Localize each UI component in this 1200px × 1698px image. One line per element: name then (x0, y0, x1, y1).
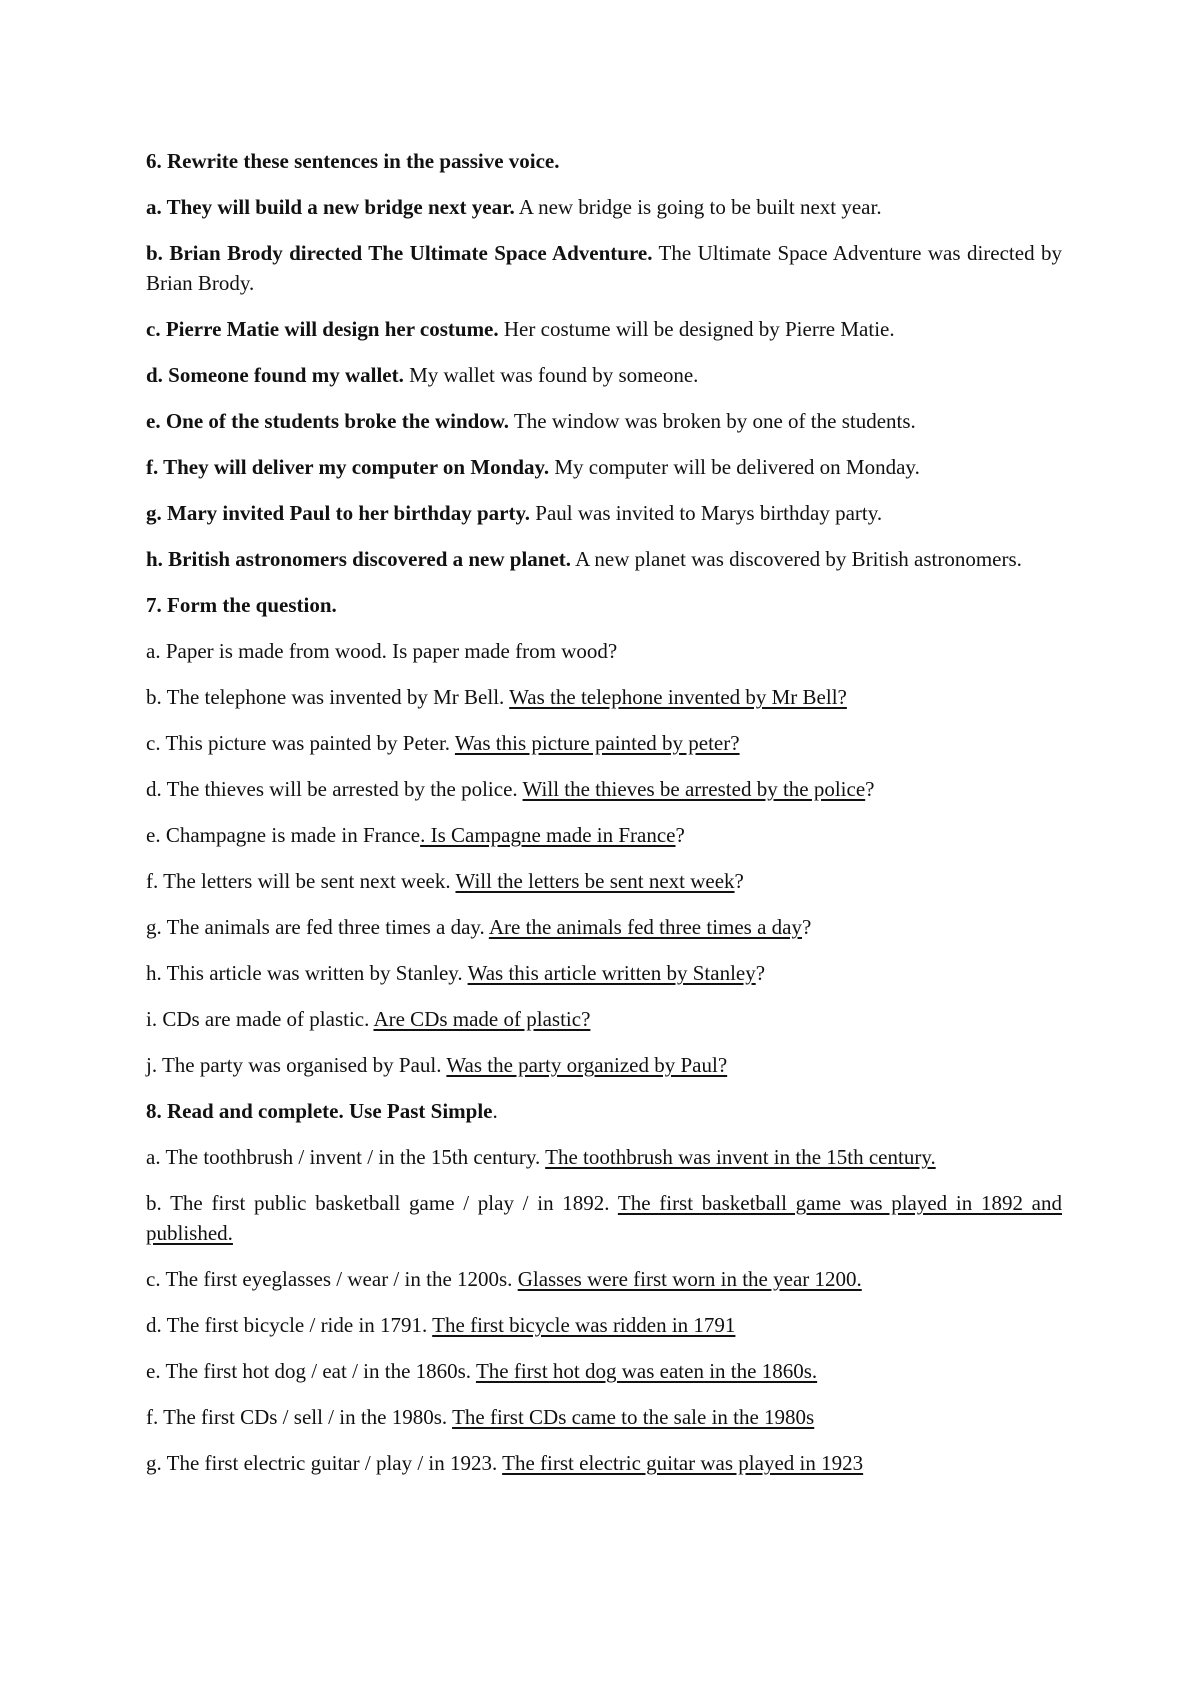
section-7-heading: 7. Form the question. (146, 593, 337, 617)
section-7-item-j (146, 1050, 1062, 1080)
section-7-item-g (146, 912, 1062, 942)
item-answer: The window was broken by one of the students. (509, 409, 916, 433)
item-tail: ? (865, 777, 875, 801)
item-answer: Will the letters be sent next week (455, 869, 735, 893)
section-7-item-c (146, 728, 1062, 758)
item-prompt: d. The first bicycle / ride in 1791. (146, 1313, 433, 1337)
item-prompt: b. The telephone was invented by Mr Bell. (146, 685, 510, 709)
item-prompt: f. The first CDs / sell / in the 1980s. (146, 1405, 453, 1429)
item-answer: Paul was invited to Marys birthday party. (530, 501, 883, 525)
section-8-item-c (146, 1264, 1062, 1294)
item-prompt: a. The toothbrush / invent / in the 15th century. (146, 1145, 546, 1169)
item-tail: ? (675, 823, 685, 847)
item-answer: Are CDs made of plastic? (373, 1007, 591, 1031)
item-answer: A new planet was discovered by British astronomers. (571, 547, 1022, 571)
document-body (146, 146, 1062, 1494)
item-answer: The first CDs came to the sale in the 1980s (452, 1405, 815, 1429)
item-answer: The first basketball game was played in 1892 and published. (146, 1191, 1062, 1245)
item-answer: My computer will be delivered on Monday. (549, 455, 920, 479)
section-8-item-e (146, 1356, 1062, 1386)
item-prompt: e. One of the students broke the window. (146, 409, 510, 433)
item-prompt: f. The letters will be sent next week. (146, 869, 456, 893)
item-prompt: a. They will build a new bridge next year. (146, 195, 515, 219)
section-7-item-i (146, 1004, 1062, 1034)
section-6-item-g (146, 498, 1062, 528)
section-7-item-h (146, 958, 1062, 988)
item-answer: Will the thieves be arrested by the police (522, 777, 866, 801)
section-8-heading-text: 8. Read and complete. Use Past Simple (146, 1099, 493, 1123)
item-answer: The first hot dog was eaten in the 1860s. (475, 1359, 818, 1383)
item-prompt: i. CDs are made of plastic. (146, 1007, 374, 1031)
section-8-item-g (146, 1448, 1062, 1478)
item-answer: Was this article written by Stanley (467, 961, 756, 985)
section-7-item-d (146, 774, 1062, 804)
section-6-item-e (146, 406, 1062, 436)
section-6-item-c (146, 314, 1062, 344)
section-7-item-e (146, 820, 1062, 850)
section-6-item-a (146, 192, 1062, 222)
item-answer: The Ultimate Space Adventure was directed by Brian Brody. (146, 241, 1062, 295)
item-prompt: h. This article was written by Stanley. (146, 961, 468, 985)
section-8-heading (146, 1096, 1062, 1126)
item-tail: ? (734, 869, 744, 893)
item-prompt: j. The party was organised by Paul. (146, 1053, 447, 1077)
item-prompt: f. They will deliver my computer on Monday. (146, 455, 550, 479)
item-answer: Glasses were first worn in the year 1200. (517, 1267, 862, 1291)
item-answer: Was the telephone invented by Mr Bell? (509, 685, 847, 709)
section-8-item-a (146, 1142, 1062, 1172)
item-prompt: h. British astronomers discovered a new planet. (146, 547, 572, 571)
item-prompt: c. Pierre Matie will design her costume. (146, 317, 499, 341)
section-7-item-f (146, 866, 1062, 896)
section-6-item-f (146, 452, 1062, 482)
item-prompt: d. Someone found my wallet. (146, 363, 404, 387)
item-answer: . Is Campagne made in France (420, 823, 676, 847)
section-8-item-b (146, 1188, 1062, 1248)
section-6-heading: 6. Rewrite these sentences in the passive voice. (146, 149, 560, 173)
item-answer: The first electric guitar was played in 1923 (502, 1451, 864, 1475)
item-answer: Was this picture painted by peter? (454, 731, 740, 755)
section-8-heading-tail: . (492, 1099, 498, 1123)
item-prompt: c. This picture was painted by Peter. (146, 731, 455, 755)
item-prompt: b. The first public basketball game / play / in 1892. (146, 1191, 618, 1215)
item-answer: The first bicycle was ridden in 1791 (432, 1313, 736, 1337)
item-answer: Her costume will be designed by Pierre Matie. (498, 317, 895, 341)
section-6-item-h (146, 544, 1062, 574)
item-prompt: c. The first eyeglasses / wear / in the 1200s. (146, 1267, 518, 1291)
item-prompt: g. The first electric guitar / play / in 1923. (146, 1451, 503, 1475)
item-answer: The toothbrush was invent in the 15th century. (545, 1145, 936, 1169)
item-tail: ? (802, 915, 812, 939)
section-7-item-b (146, 682, 1062, 712)
section-6-item-b (146, 238, 1062, 298)
section-6-item-d (146, 360, 1062, 390)
section-8-item-d (146, 1310, 1062, 1340)
item-tail: ? (755, 961, 766, 985)
item-prompt: g. Mary invited Paul to her birthday party. (146, 501, 531, 525)
item-prompt: e. Champagne is made in France (146, 823, 421, 847)
item-answer: A new bridge is going to be built next year. (514, 195, 882, 219)
item-prompt: d. The thieves will be arrested by the police. (146, 777, 523, 801)
item-prompt: b. Brian Brody directed The Ultimate Space Adventure. (146, 241, 653, 265)
section-8-item-f (146, 1402, 1062, 1432)
item-prompt: g. The animals are fed three times a day. (146, 915, 489, 939)
item-answer: Was the party organized by Paul? (446, 1053, 728, 1077)
item-answer: Are the animals fed three times a day (488, 915, 802, 939)
item-prompt: e. The first hot dog / eat / in the 1860s. (146, 1359, 476, 1383)
item-answer: My wallet was found by someone. (403, 363, 699, 387)
section-7-item-a: a. Paper is made from wood. Is paper made from wood? (146, 639, 618, 663)
